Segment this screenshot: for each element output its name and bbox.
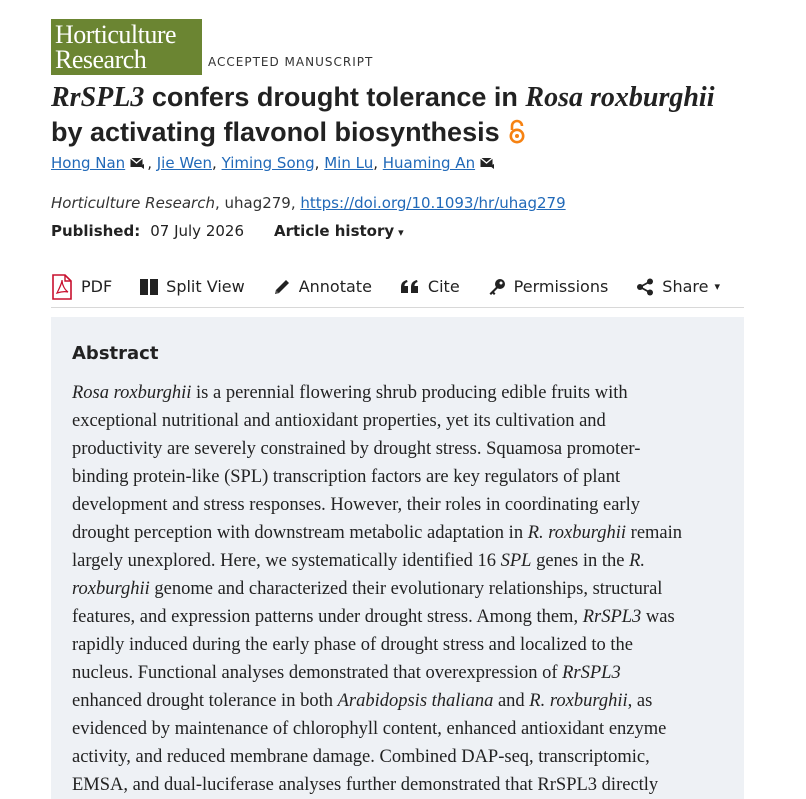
cite-button[interactable]: Cite (400, 277, 460, 296)
quote-icon (400, 279, 420, 295)
article-toolbar (51, 266, 744, 308)
caret-down-icon: ▾ (398, 226, 404, 239)
logo-line-2: Research (55, 45, 147, 74)
split-view-button[interactable]: Split View (140, 277, 245, 296)
envelope-icon[interactable] (480, 155, 495, 173)
envelope-icon[interactable] (130, 155, 145, 173)
author-link[interactable]: Yiming Song (221, 154, 315, 172)
published-date: 07 July 2026 (150, 222, 244, 240)
abstract-section (51, 317, 744, 799)
pdf-icon (51, 274, 73, 300)
published-label: Published: (51, 222, 141, 240)
permissions-button[interactable]: Permissions (488, 277, 609, 296)
abstract-heading: Abstract (72, 343, 159, 364)
author-link[interactable]: Min Lu (324, 154, 374, 172)
article-title: RrSPL3 confers drought tolerance in Rosa roxburghii by activating flavonol biosynthesis (51, 80, 771, 154)
logo-line-1: Horticulture (55, 20, 177, 49)
author-link[interactable]: Hong Nan (51, 154, 126, 172)
article-history-toggle[interactable]: Article history ▾ (274, 222, 404, 240)
pencil-icon (273, 278, 291, 296)
abstract-body: Rosa roxburghii is a perennial flowering shrub producing edible fruits with exceptional nutritional and antioxidant properties, yet its cultivation and productivity are severely constrained by drought stress. Squamosa promoter- binding protein-like (SPL) transcription factors are key regulators of plant development and stress responses. However, their roles in coordinating early drought perception with downstream metabolic adaptation in R. roxburghii remain largely unexplored. Here, we systematically identified 16 SPL genes in the R. roxburghii genome and characterized their evolutionary relationships, structural features, and expression patterns under drought stress. Among them, RrSPL3 was rapidly induced during the early phase of drought stress and localized to the nucleus. Functional analyses demonstrated that overexpression of RrSPL3 enhanced drought tolerance in both Arabidopsis thaliana and R. roxburghii, as evidenced by maintenance of chlorophyll content, enhanced antioxidant enzyme activity, and reduced membrane damage. Combined DAP-seq, transcriptomic, EMSA, and dual-luciferase analyses further demonstrated that RrSPL3 directly (72, 383, 683, 795)
author-link[interactable]: Jie Wen (156, 154, 213, 172)
open-access-lock-icon (508, 119, 526, 154)
caret-down-icon: ▾ (714, 280, 720, 293)
annotate-button[interactable]: Annotate (273, 277, 372, 296)
manuscript-status: ACCEPTED MANUSCRIPT (208, 55, 374, 69)
key-icon (488, 278, 506, 296)
share-icon (636, 278, 654, 296)
split-view-icon (140, 279, 158, 295)
journal-name: Horticulture Research (51, 194, 215, 212)
publication-info (51, 222, 404, 240)
author-list: Hong Nan , Jie Wen, Yiming Song, Min Lu, Huaming An (51, 154, 497, 173)
share-button[interactable]: Share ▾ (636, 277, 720, 296)
pdf-button[interactable]: PDF (51, 274, 112, 300)
author-link[interactable]: Huaming An (382, 154, 476, 172)
doi-link[interactable]: https://doi.org/10.1093/hr/uhag279 (300, 194, 566, 212)
journal-logo[interactable] (51, 19, 202, 75)
citation-line: Horticulture Research, uhag279, https://doi.org/10.1093/hr/uhag279 (51, 194, 566, 212)
